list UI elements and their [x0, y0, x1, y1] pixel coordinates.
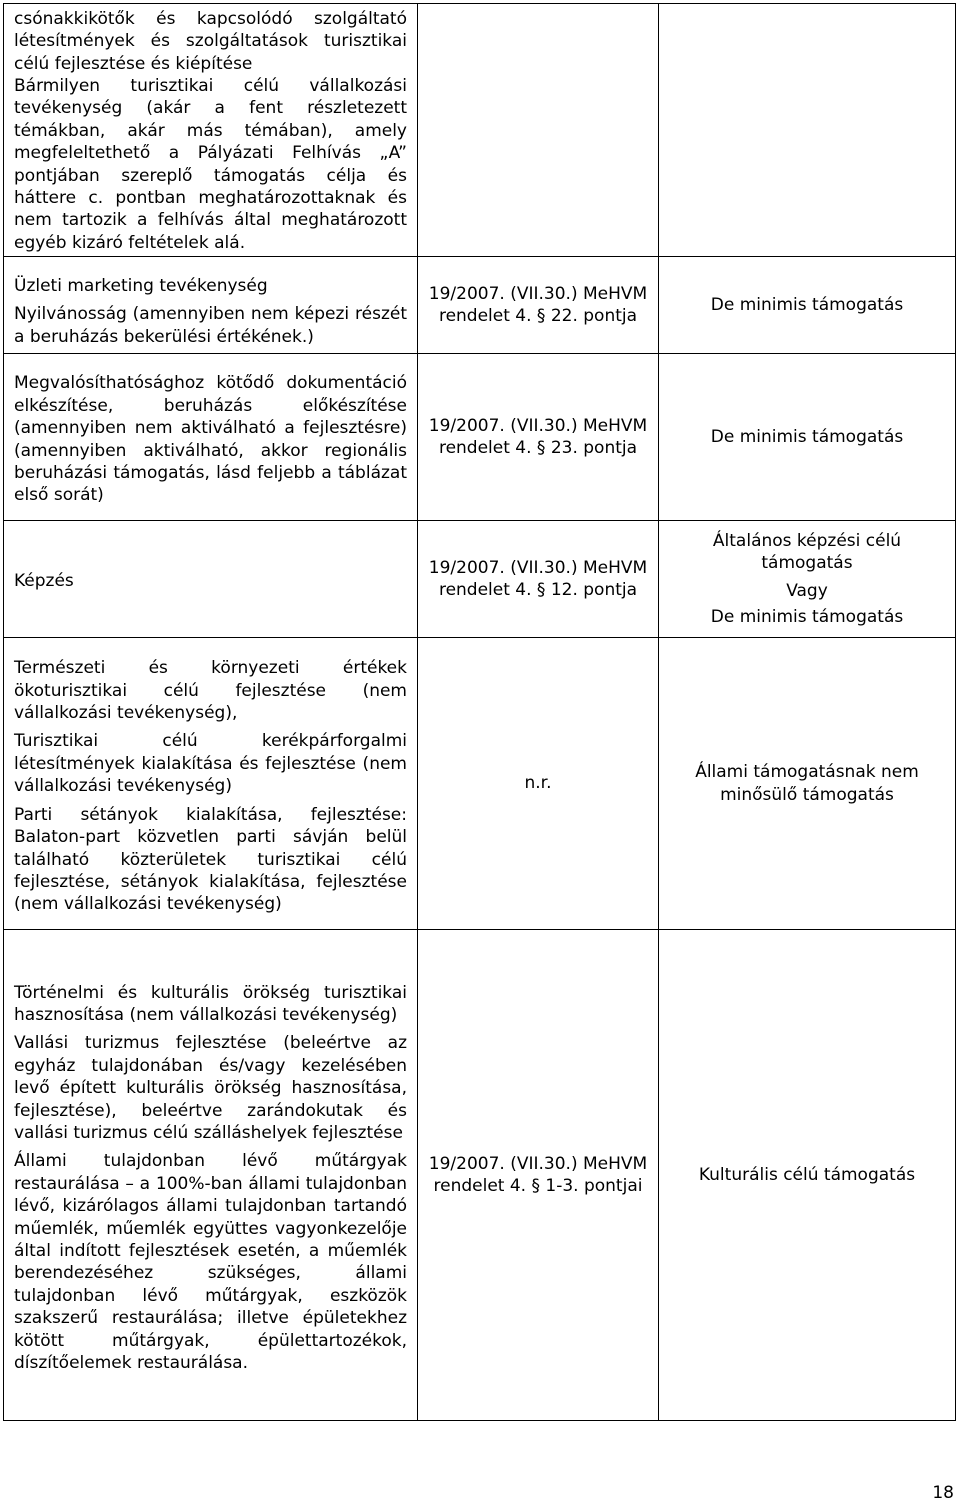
regulation-cell: n.r. [418, 638, 659, 930]
table-row [4, 638, 956, 930]
regulation-cell [418, 4, 659, 257]
activity-text: Nyilvánosság (amennyiben nem képezi részét a beruházás bekerülési értékének.) [14, 304, 407, 347]
table-row [4, 930, 956, 1421]
aid-type-cell [659, 4, 956, 257]
activity-text: Természeti és környezeti értékek ökoturisztikai célú fejlesztése (nem vállalkozási tevékenység), [14, 658, 407, 724]
activity-text: Vallási turizmus fejlesztése (beleértve az egyház tulajdonában és/vagy kezelésében levő épített kulturális örökség hasznosítása, fejlesztése), beleértve zarándokutak és vallási turizmus célú szálláshelyek fejlesztése [14, 1033, 407, 1143]
activity-text: Turisztikai célú kerékpárforgalmi létesítmények kialakítása és fejlesztése (nem vállalkozási tevékenység) [14, 731, 407, 797]
activity-cell [4, 521, 418, 638]
table-row [4, 257, 956, 354]
regulation-cell: 19/2007. (VII.30.) MeHVM rendelet 4. § 22. pontja [418, 257, 659, 354]
regulation-cell: 19/2007. (VII.30.) MeHVM rendelet 4. § 23. pontja [418, 354, 659, 521]
activity-cell [4, 930, 418, 1421]
table-row [4, 4, 956, 257]
table-row [4, 521, 956, 638]
aid-type-cell [659, 521, 956, 638]
table-row [4, 354, 956, 521]
aid-type-cell: Kulturális célú támogatás [659, 930, 956, 1421]
activity-cell [4, 354, 418, 521]
regulation-cell: 19/2007. (VII.30.) MeHVM rendelet 4. § 1-3. pontjai [418, 930, 659, 1421]
regulation-cell: 19/2007. (VII.30.) MeHVM rendelet 4. § 12. pontja [418, 521, 659, 638]
aid-type-or: Vagy [786, 580, 828, 601]
aid-type-cell: De minimis támogatás [659, 257, 956, 354]
activity-text: Képzés [14, 571, 74, 592]
activity-text: Történelmi és kulturális örökség turisztikai hasznosítása (nem vállalkozási tevékenység) [14, 982, 407, 1025]
activity-cell [4, 4, 418, 257]
activity-text: Üzleti marketing tevékenység [14, 275, 268, 296]
aid-type-cell: Állami támogatásnak nem minősülő támogatás [659, 638, 956, 930]
activity-cell [4, 257, 418, 354]
activity-text: csónakkikötők és kapcsolódó szolgáltató létesítmények és szolgáltatások turisztikai célú fejlesztése és kiépítése [14, 8, 407, 74]
activity-text: Állami tulajdonban lévő műtárgyak restaurálása – a 100%-ban állami tulajdonban lévő, kizárólagos állami tulajdonban tartandó műemlék, műemlék együttes vagyonkezelője által indított fejlesztések esetén, a műemlék berendezéséhez szükséges, állami tulajdonban lévő műtárgyak, eszközök szakszerű restaurálása; illetve épületekhez kötött műtárgyak, épülettartozékok, díszítőelemek restaurálása. [14, 1151, 407, 1374]
aid-category-table [3, 3, 956, 1421]
activity-text: Megvalósíthatósághoz kötődő dokumentáció elkészítése, beruházás előkészítése (amennyiben nem aktiválható a fejlesztésre) (amennyiben aktiválható, akkor regionális beruházási támogatás, lásd feljebb a táblázat első sorát) [14, 373, 407, 506]
activity-cell [4, 638, 418, 930]
activity-text: Parti sétányok kialakítása, fejlesztése: Balaton-part közvetlen parti sávján belül található közterületek turisztikai célú fejlesztése, sétányok kialakítása, fejlesztése (nem vállalkozási tevékenység) [14, 804, 407, 915]
aid-type-cell: De minimis támogatás [659, 354, 956, 521]
activity-text: Bármilyen turisztikai célú vállalkozási tevékenység (akár a fent részletezett témákban, akár más témában), amely megfeleltethető a Pályázati Felhívás „A” pontjában szereplő támogatás célja és háttere c. pontban meghatározottaknak és nem tartozik a felhívás által meghatározott egyéb kizáró feltételek alá. [14, 75, 407, 253]
aid-type-line: De minimis támogatás [710, 606, 904, 627]
aid-type-line: Általános képzési célú támogatás [712, 530, 902, 574]
page-number: 18 [932, 1483, 954, 1503]
